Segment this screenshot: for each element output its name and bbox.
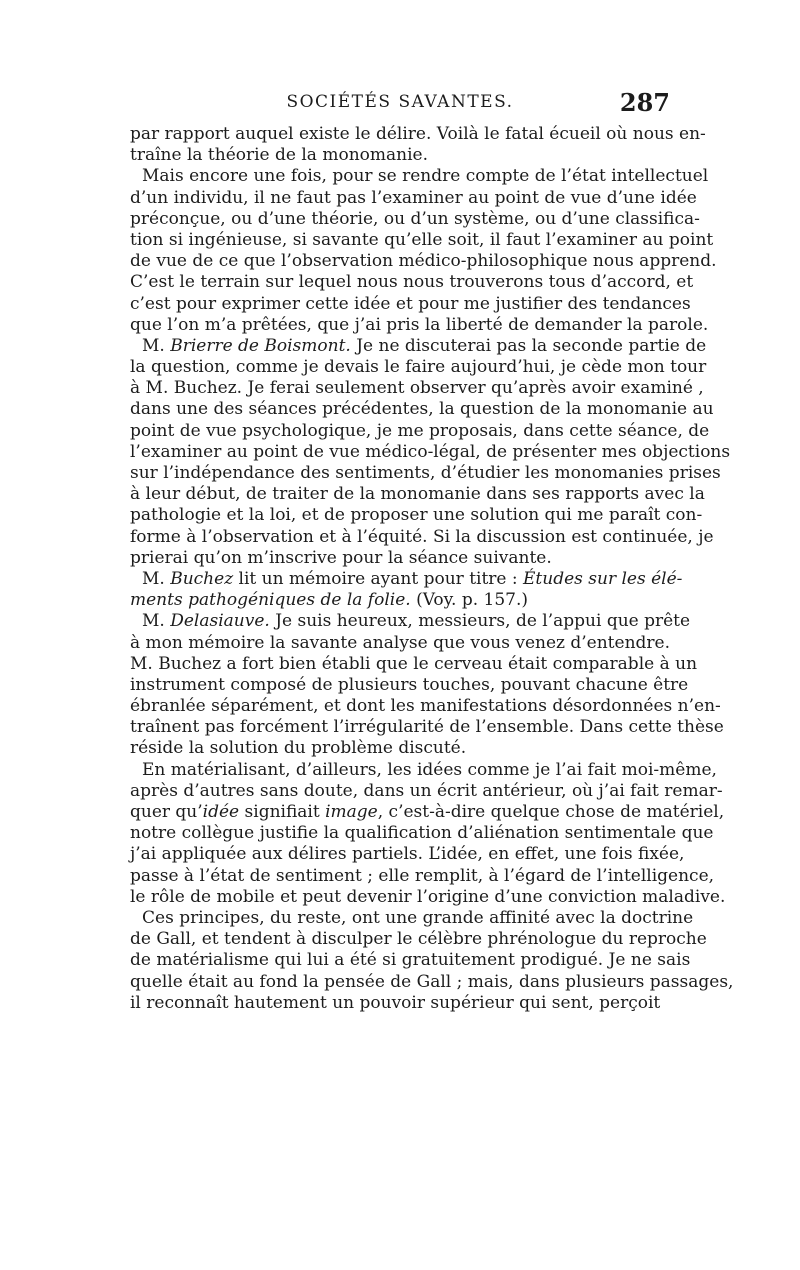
text-run: à M. Buchez. Je ferai seulement observer qu’après avoir examiné , — [130, 378, 704, 399]
text-line — [130, 357, 707, 378]
text-run: Ces principes, du reste, ont une grande affinité avec la doctrine — [142, 907, 694, 928]
text-line — [130, 145, 670, 166]
text-line — [130, 251, 717, 272]
italic-text: Buchez — [170, 568, 234, 589]
text-run: traîne la théorie de la monomanie. — [130, 145, 428, 166]
text-run: préconçue, ou d’une théorie, ou d’un système, ou d’une classifica- — [130, 208, 700, 229]
text-run: M. — [142, 611, 171, 632]
text-line — [130, 993, 670, 1014]
paragraph — [130, 335, 731, 569]
text-run: dans une des séances précédentes, la question de la monomanie au — [130, 399, 714, 420]
page-number: 287 — [619, 88, 670, 117]
text-run: M. — [142, 568, 171, 589]
text-line — [130, 696, 721, 717]
text-run: il reconnaît hautement un pouvoir supérieur qui sent, perçoit — [130, 992, 661, 1013]
text-line — [130, 208, 700, 230]
text-run: d’un individu, il ne faut pas l’examiner au point de vue d’une idée — [130, 187, 697, 208]
text-run: Je suis heureux, messieurs, de l’appui que prête — [269, 611, 691, 632]
text-line — [130, 526, 714, 548]
paragraph — [130, 907, 734, 1014]
text-run: après d’autres sans doute, dans un écrit antérieur, où j’ai fait remar- — [130, 780, 723, 801]
text-line — [130, 844, 685, 865]
text-line — [130, 335, 707, 357]
text-run: quelle était au fond la pensée de Gall ; mais, dans plusieurs passages, — [130, 971, 734, 992]
italic-text: image — [325, 802, 378, 822]
text-line — [130, 971, 734, 993]
text-line — [130, 950, 691, 971]
text-run: (Voy. p. 157.) — [410, 590, 528, 611]
text-run: M. — [142, 335, 171, 356]
text-line — [130, 717, 724, 738]
text-run: que l’on m’a prêtées, que j’ai pris la liberté de demander la parole. — [130, 314, 709, 335]
paragraph — [130, 759, 726, 908]
paragraph — [130, 124, 706, 166]
text-line — [130, 611, 691, 632]
text-line — [130, 293, 691, 315]
text-run: instrument composé de plusieurs touches, pouvant chacune être — [130, 674, 689, 695]
text-run: En matérialisant, d’ailleurs, les idées comme je l’ai fait moi-même, — [142, 759, 717, 780]
text-line — [130, 590, 670, 611]
text-run: de vue de ce que l’observation médico-philosophique nous apprend. — [130, 251, 717, 272]
text-run: point de vue psychologique, je me proposais, dans cette séance, de — [130, 420, 710, 441]
text-line — [130, 229, 714, 251]
text-line — [130, 674, 689, 696]
text-run: forme à l’observation et à l’équité. Si la discussion est continuée, je — [130, 526, 714, 547]
text-run: à mon mémoire la savante analyse que vous venez d’entendre. — [130, 632, 670, 653]
paragraph — [130, 611, 724, 759]
text-line — [130, 653, 698, 675]
italic-text: Études sur les élé- — [523, 568, 683, 589]
running-title: SOCIÉTÉS SAVANTES. — [286, 92, 514, 112]
body-text — [130, 124, 734, 1014]
text-line — [130, 420, 710, 442]
text-line — [130, 759, 717, 781]
text-line — [130, 505, 703, 526]
text-run: à leur début, de traiter de la monomanie dans ses rapports avec la — [130, 484, 705, 505]
text-line — [130, 738, 670, 759]
italic-text: idée — [202, 802, 240, 822]
text-line — [130, 802, 725, 823]
text-run: notre collègue justifie la qualification d’aliénation sentimentale que — [130, 823, 714, 844]
text-run: de Gall, et tendent à disculper le célèbre phrénologue du reproche — [130, 929, 707, 950]
text-run: sur l’indépendance des sentiments, d’étudier les monomanies prises — [130, 463, 721, 483]
text-line — [130, 187, 697, 209]
text-run: c’est pour exprimer cette idée et pour me justifier des tendances — [130, 293, 691, 314]
italic-text: Brierre de Boismont. — [170, 335, 351, 356]
text-run: lit un mémoire ayant pour titre : — [233, 568, 524, 589]
text-run: prierai qu’on m’inscrive pour la séance suivante. — [130, 547, 552, 568]
text-run: tion si ingénieuse, si savante qu’elle soit, il faut l’examiner au point — [130, 229, 714, 250]
text-line — [130, 568, 683, 590]
text-line — [130, 633, 670, 654]
text-line — [130, 548, 670, 569]
text-line — [130, 823, 714, 844]
text-run: passe à l’état de sentiment ; elle remplit, à l’égard de l’intelligence, — [130, 865, 715, 886]
text-run: réside la solution du problème discuté. — [130, 738, 467, 759]
text-line — [130, 272, 694, 293]
text-run: par rapport auquel existe le délire. Voilà le fatal écueil où nous en- — [130, 124, 706, 144]
paragraph — [130, 166, 717, 336]
text-run: l’examiner au point de vue médico-légal, de présenter mes objections — [130, 441, 731, 462]
text-run: Mais encore une fois, pour se rendre compte de l’état intellectuel — [142, 166, 709, 187]
text-line — [130, 378, 704, 399]
text-run: Je ne discuterai pas la seconde partie de — [350, 335, 707, 356]
text-run: le rôle de mobile et peut devenir l’origine d’une conviction maladive. — [130, 886, 726, 907]
text-line — [130, 865, 715, 887]
text-line — [130, 166, 709, 187]
text-run: la question, comme je devais le faire aujourd’hui, je cède mon tour — [130, 357, 707, 378]
text-line — [130, 484, 705, 505]
italic-text: ments pathogéniques de la folie. — [130, 590, 411, 611]
text-run: j’ai appliquée aux délires partiels. L’idée, en effet, une fois fixée, — [130, 844, 685, 865]
text-line — [130, 124, 706, 145]
text-run: C’est le terrain sur lequel nous nous trouverons tous d’accord, et — [130, 272, 694, 293]
text-line — [130, 929, 707, 950]
text-run: ébranlée séparément, et dont les manifestations désordonnées n’en- — [130, 696, 721, 717]
text-line — [130, 314, 709, 336]
text-line — [130, 886, 726, 908]
text-line — [130, 441, 731, 463]
text-run: M. Buchez a fort bien établi que le cerveau était comparable à un — [130, 653, 698, 674]
italic-text: Delasiauve. — [170, 611, 270, 632]
text-run: quer qu’ — [130, 802, 203, 822]
text-run: traînent pas forcément l’irrégularité de l’ensemble. Dans cette thèse — [130, 717, 724, 738]
paragraph — [130, 568, 683, 611]
text-run: pathologie et la loi, et de proposer une solution qui me paraît con- — [130, 505, 703, 526]
page-header — [130, 88, 670, 118]
text-line — [130, 780, 723, 802]
text-run: , c’est-à-dire quelque chose de matériel, — [377, 802, 725, 822]
text-line — [130, 463, 721, 484]
text-run: signifiait — [239, 802, 326, 822]
text-run: de matérialisme qui lui a été si gratuitement prodigué. Je ne sais — [130, 950, 691, 971]
text-line — [130, 399, 714, 420]
text-line — [130, 907, 694, 929]
